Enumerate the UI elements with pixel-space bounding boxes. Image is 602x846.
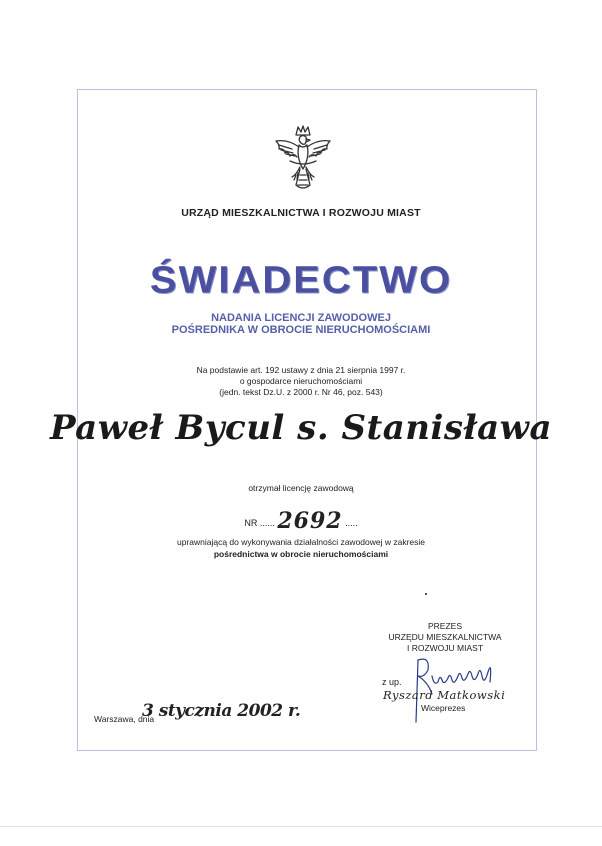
legal-basis-line-3: (jedn. tekst Dz.U. z 2000 r. Nr 46, poz. 543) [219,387,383,397]
scan-edge-line [0,826,602,827]
signatory-role: Wiceprezes [421,703,466,713]
received-license-text: otrzymał licencję zawodową [248,483,354,493]
handwritten-date: 3 stycznia 2002 r. [142,701,301,721]
certificate-title: ŚWIADECTWO [149,259,453,301]
place-date-label: Warszawa, dnia [94,714,155,724]
stray-dot [425,593,427,595]
scope-field: pośrednictwa w obrocie nieruchomościami [213,549,389,559]
signatory-position-2: URZĘDU MIESZKALNICTWA [388,632,502,642]
signatory-position-1: PREZES [427,621,462,631]
polish-eagle-emblem-icon [270,123,336,199]
legal-basis-line-1: Na podstawie art. 192 ustawy z dnia 21 sierpnia 1997 r. [196,365,406,375]
issuer-heading: URZĄD MIESZKALNICTWA I ROZWOJU MIAST [181,207,421,219]
subtitle-line-2: POŚREDNIKA W OBROCIE NIERUCHOMOŚCIAMI [171,324,431,336]
license-number-dots: ..... [345,518,358,528]
legal-basis-line-2: o gospodarce nieruchomościami [239,376,363,386]
proxy-label: z up. [382,677,402,687]
holder-name: Paweł Bycul s. Stanisława [50,408,552,448]
license-number: NR ...... 2692 ..... [244,508,358,534]
signatory-position-3: I ROZWOJU MIAST [406,643,484,653]
license-number-label: NR [244,518,258,528]
license-number-value: 2692 [277,508,343,534]
subtitle-line-1: NADANIA LICENCJI ZAWODOWEJ [211,312,391,324]
scope-text: uprawniającą do wykonywania działalności zawodowej w zakresie [176,537,426,547]
signatory-name-stamp: Ryszard Matkowski [383,688,506,702]
